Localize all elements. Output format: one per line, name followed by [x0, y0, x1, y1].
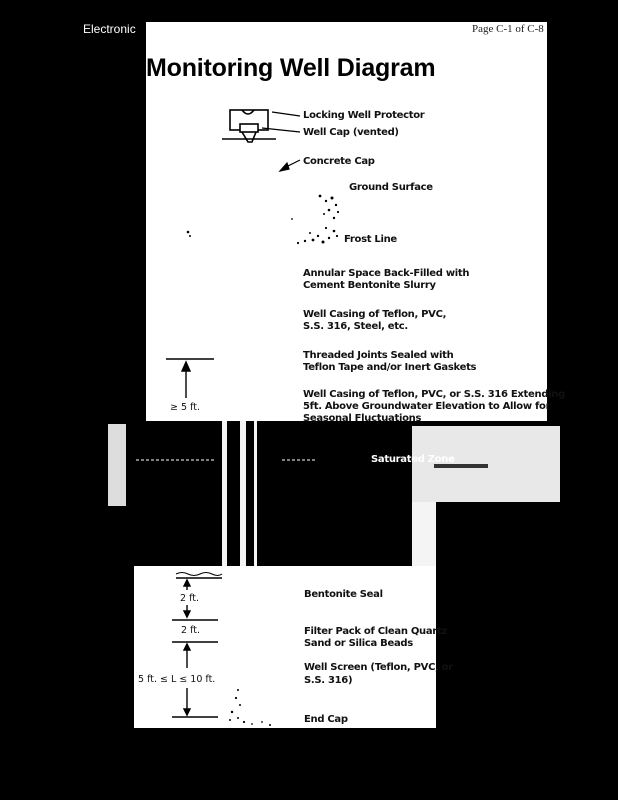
label-ground-surface: Ground Surface — [349, 182, 433, 193]
locking-well-protector-drawing — [222, 110, 276, 142]
label-casing-1-line2: S.S. 316, Steel, etc. — [303, 321, 408, 332]
label-annular-space-1: Annular Space Back-Filled with — [303, 268, 470, 279]
diagram-title: Monitoring Well Diagram — [146, 54, 436, 82]
label-well-cap: Well Cap (vented) — [303, 127, 399, 138]
dimension-filter-above-screen: 2 ft. — [181, 625, 200, 636]
label-filter-pack-1: Filter Pack of Clean Quartz — [304, 626, 447, 637]
electronic-label: Electronic — [83, 22, 136, 36]
dimension-screen-length: 5 ft. ≤ L ≤ 10 ft. — [138, 674, 216, 685]
label-locking-well-protector: Locking Well Protector — [303, 110, 425, 121]
label-threaded-joints-1: Threaded Joints Sealed with — [303, 350, 454, 361]
label-casing-1-line1: Well Casing of Teflon, PVC, — [303, 309, 447, 320]
label-bentonite-seal: Bentonite Seal — [304, 589, 383, 600]
dimension-seal-thickness: 2 ft. — [180, 593, 199, 604]
label-filter-pack-2: Sand or Silica Beads — [304, 638, 413, 649]
concrete-speckle — [187, 195, 339, 244]
label-casing-2-line2: 5ft. Above Groundwater Elevation to Allow for — [303, 401, 551, 412]
label-saturated-zone: Saturated Zone — [371, 454, 455, 465]
filter-sand-speckle — [229, 689, 271, 726]
label-well-screen-2: S.S. 316) — [304, 675, 353, 686]
label-casing-2-line3: Seasonal Fluctuations — [303, 413, 422, 421]
page-number: Page C-1 of C-8 — [472, 23, 544, 35]
above-water-dimension — [166, 359, 214, 398]
label-well-screen-1: Well Screen (Teflon, PVC, or — [304, 662, 454, 673]
label-concrete-cap: Concrete Cap — [303, 156, 375, 167]
label-end-cap: End Cap — [304, 714, 348, 725]
label-casing-2-line1: Well Casing of Teflon, PVC, or S.S. 316 Extending — [303, 389, 565, 400]
label-frost-line: Frost Line — [344, 234, 397, 245]
dimension-above-water: ≥ 5 ft. — [170, 402, 200, 413]
label-threaded-joints-2: Teflon Tape and/or Inert Gaskets — [303, 362, 477, 373]
label-annular-space-2: Cement Bentonite Slurry — [303, 280, 436, 291]
